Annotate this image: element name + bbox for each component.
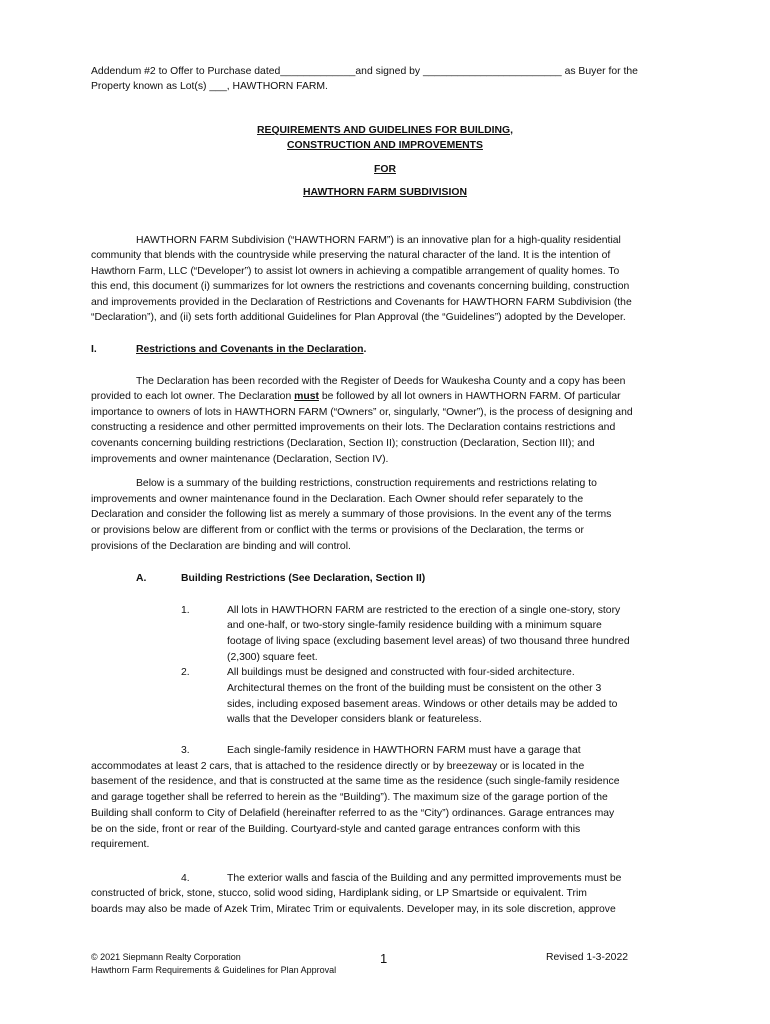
title-line-4: HAWTHORN FARM SUBDIVISION bbox=[303, 187, 467, 198]
item-1-line: All lots in HAWTHORN FARM are restricted to the erection of a single one-story, story bbox=[227, 605, 621, 616]
intro-line: HAWTHORN FARM Subdivision (“HAWTHORN FARM”) is an innovative plan for a high-quality residential bbox=[136, 235, 621, 246]
item-4-line: The exterior walls and fascia of the Building and any permitted improvements must be bbox=[227, 873, 622, 884]
item-4-number: 4. bbox=[181, 873, 190, 884]
footer-copyright: © 2021 Siepmann Realty Corporation bbox=[91, 952, 241, 962]
addendum-header-line-1: Addendum #2 to Offer to Purchase dated_____________and signed by ________________________ as Buyer for the bbox=[91, 66, 638, 77]
item-2-line: Architectural themes on the front of the building must be consistent on the other 3 bbox=[227, 683, 602, 694]
item-3-line: requirement. bbox=[91, 839, 150, 850]
title-line-1: REQUIREMENTS AND GUIDELINES FOR BUILDING, bbox=[257, 125, 513, 136]
section-1-heading-text: Restrictions and Covenants in the Declaration bbox=[136, 344, 364, 355]
intro-line: and improvements provided in the Declaration of Restrictions and Covenants for HAWTHORN FARM Subdivision (the bbox=[91, 297, 632, 308]
title-line-3: FOR bbox=[374, 164, 396, 175]
page-number: 1 bbox=[380, 951, 388, 966]
item-1-line: (2,300) square feet. bbox=[227, 652, 318, 663]
footer-document-title: Hawthorn Farm Requirements & Guidelines for Plan Approval bbox=[91, 965, 337, 975]
item-2-line: sides, including exposed basement areas. Windows or other details may be added to bbox=[227, 699, 618, 710]
item-2-line: walls that the Developer considers blank or featureless. bbox=[227, 714, 482, 725]
item-4-line: boards may also be made of Azek Trim, Miratec Trim or equivalents. Developer may, in its sole discretion, approve bbox=[91, 904, 616, 915]
intro-line: community that blends with the countryside while preserving the natural character of the land. It is the intention of bbox=[91, 250, 611, 261]
subsection-a-letter: A. bbox=[136, 573, 147, 584]
section-1-p1-text: be followed by all lot owners in HAWTHORN FARM. Of particular bbox=[318, 391, 621, 402]
section-1-p2-line: Declaration and consider the following list as merely a summary of those provisions. In the event any of the terms bbox=[91, 509, 612, 520]
intro-line: “Declaration”), and (ii) sets forth additional Guidelines for Plan Approval (the “Guidelines”) adopted by the Developer. bbox=[91, 312, 626, 323]
item-1-line: footage of living space (excluding basement level areas) of two thousand three hundred bbox=[227, 636, 630, 647]
section-1-heading bbox=[136, 342, 366, 358]
item-3-number: 3. bbox=[181, 745, 190, 756]
section-1-number: I. bbox=[91, 344, 97, 355]
intro-line: Hawthorn Farm, LLC (“Developer”) to assist lot owners in achieving a compatible arrangement of quality homes. To bbox=[91, 266, 620, 277]
item-1-number: 1. bbox=[181, 605, 190, 616]
intro-line: this end, this document (i) summarizes for lot owners the restrictions and covenants concerning building, construction bbox=[91, 281, 630, 292]
item-2-line: All buildings must be designed and constructed with four-sided architecture. bbox=[227, 667, 575, 678]
item-3-line: basement of the residence, and that is constructed at the same time as the residence (such single-family residence bbox=[91, 776, 620, 787]
item-4-line: constructed of brick, stone, stucco, solid wood siding, Hardiplank siding, or LP Smartside or equivalent. Trim bbox=[91, 888, 587, 899]
section-1-p2-line: improvements and owner maintenance found in the Declaration. Each Owner should refer separately to the bbox=[91, 494, 584, 505]
section-1-heading-period: . bbox=[363, 344, 367, 355]
section-1-p2-line: provisions of the Declaration are binding and will control. bbox=[91, 541, 351, 552]
section-1-p1-line: importance to owners of lots in HAWTHORN FARM (“Owners” or, singularly, “Owner”), is the process of designing and bbox=[91, 407, 633, 418]
item-2-number: 2. bbox=[181, 667, 190, 678]
section-1-p1-line: covenants concerning building restrictions (Declaration, Section II); construction (Declaration, Section III); and bbox=[91, 438, 595, 449]
item-1-line: and one-half, or two-story single-family residence building with a minimum square bbox=[227, 620, 602, 631]
item-3-line: and garage together shall be referred to herein as the “Building”). The maximum size of the garage portion of the bbox=[91, 792, 608, 803]
section-1-p2-line: Below is a summary of the building restrictions, construction requirements and restrictions relating to bbox=[136, 478, 597, 489]
section-1-p1-line: improvements and owner maintenance (Declaration, Section IV). bbox=[91, 454, 389, 465]
title-line-2: CONSTRUCTION AND IMPROVEMENTS bbox=[287, 140, 483, 151]
subsection-a-heading: Building Restrictions (See Declaration, Section II) bbox=[181, 573, 426, 584]
section-1-p2-line: or provisions below are different from or conflict with the terms or provisions of the Declaration, the terms or bbox=[91, 525, 584, 536]
emphasis-must: must bbox=[294, 391, 319, 402]
section-1-p1-line: The Declaration has been recorded with the Register of Deeds for Waukesha County and a copy has been bbox=[136, 376, 626, 387]
section-1-p1-line bbox=[91, 389, 621, 405]
item-3-line: accommodates at least 2 cars, that is attached to the residence directly or by breezeway or is located in the bbox=[91, 761, 585, 772]
section-1-p1-line: constructing a residence and other permitted improvements on their lots. The Declaration contains restrictions and bbox=[91, 422, 616, 433]
addendum-header-line-2: Property known as Lot(s) ___, HAWTHORN FARM. bbox=[91, 81, 328, 92]
section-1-p1-text: provided to each lot owner. The Declaration bbox=[91, 391, 295, 402]
item-3-line: Building shall conform to City of Delafield (hereinafter referred to as the “City”) ordinances. Garage entrances may bbox=[91, 808, 615, 819]
item-3-line: Each single-family residence in HAWTHORN FARM must have a garage that bbox=[227, 745, 581, 756]
item-3-line: be on the side, front or rear of the Building. Courtyard-style and canted garage entrances conform with this bbox=[91, 824, 581, 835]
footer-revised-date: Revised 1-3-2022 bbox=[546, 952, 629, 963]
